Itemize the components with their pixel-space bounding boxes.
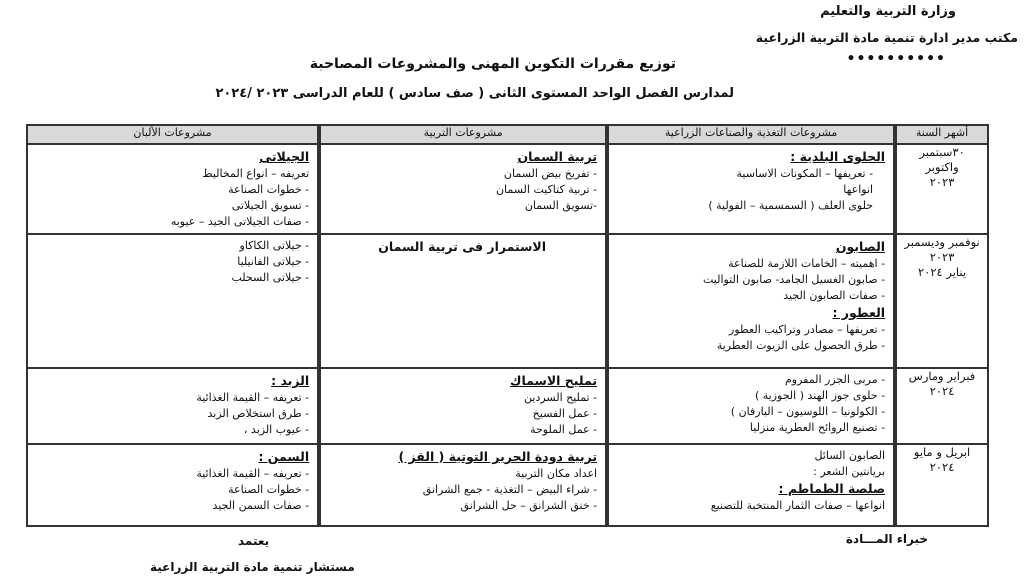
- line-item: - الكولونيا – اللوسيون – البارفان ): [730, 405, 886, 418]
- line-item: الصابون السائل: [814, 449, 886, 462]
- section-heading: تربية دودة الحرير التوتية ( القز ): [398, 449, 598, 464]
- line-item: -تسويق السمان: [524, 199, 598, 212]
- dairy-cell: [27, 444, 318, 526]
- food-cell: [608, 368, 894, 444]
- table-row: [27, 444, 988, 526]
- line-item: - صابون الغسيل الجامد- صابون التواليت: [702, 273, 886, 286]
- line-item: - خطوات الصناعة: [228, 183, 310, 196]
- month-line: ٢٠٢٣: [929, 175, 955, 189]
- header-education-projects: مشروعات التربية: [320, 125, 606, 144]
- line-item: - تعريفها – المكونات الاساسية: [736, 167, 874, 180]
- month-line: ابريل و مايو: [913, 445, 971, 459]
- month-cell: [896, 368, 988, 444]
- month-line: واكتوبر: [925, 160, 959, 174]
- education-cell: [320, 144, 606, 234]
- line-item: - جيلاتى الفانيليا: [237, 255, 310, 268]
- line-item: - مربى الجزر المفروم: [784, 373, 886, 386]
- education-cell: [320, 444, 606, 526]
- approval-label: يعتمد: [238, 534, 270, 548]
- line-item: - صفات الجيلاتى الجيد – عيوبه: [170, 215, 310, 228]
- month-line: يناير ٢٠٢٤: [917, 265, 967, 279]
- line-item: - تعريفه – القيمة الغذائية: [196, 391, 310, 404]
- table-row: [27, 234, 988, 368]
- table-header-row: [27, 125, 988, 144]
- line-item: - تفريخ بيض السمان: [503, 167, 598, 180]
- office-title: مكتب مدير ادارة تنمية مادة التربية الزراعية: [755, 30, 1018, 45]
- month-line: ٢٠٢٣: [929, 250, 955, 264]
- section-heading: تربية السمان: [517, 149, 598, 164]
- line-item: - خنق الشرانق – حل الشرانق: [460, 499, 598, 512]
- subject-experts-label: خبراء المـــادة: [845, 532, 928, 546]
- line-item: - تعريفه – القيمة الغذائية: [196, 467, 310, 480]
- section-heading: العطور :: [832, 305, 886, 320]
- section-heading: تمليح الاسماك: [510, 373, 598, 388]
- line-item: انواعها – صفات الثمار المنتخبة للتصنيع: [710, 499, 886, 512]
- dairy-cell: [27, 144, 318, 234]
- line-item: - عمل الملوحة: [530, 423, 598, 436]
- food-cell: [608, 144, 894, 234]
- month-cell: [896, 444, 988, 526]
- line-item: بريانتين الشعر :: [813, 465, 886, 478]
- line-item: - خطوات الصناعة: [228, 483, 310, 496]
- line-item: الاستمرار فى تربية السمان: [378, 239, 547, 254]
- line-item: - حلوى جوز الهند ( الجوزية ): [754, 389, 886, 402]
- header-month: أشهر السنة: [896, 125, 988, 144]
- line-item: اعداد مكان التربية: [515, 467, 598, 480]
- line-item: - تربية كتاكيت السمان: [495, 183, 598, 196]
- table-row: [27, 368, 988, 444]
- line-item: - طرق استخلاص الزبد: [207, 407, 310, 420]
- food-cell: [608, 444, 894, 526]
- line-item: - شراء البيض – التغذية - جمع الشرانق: [422, 483, 598, 496]
- section-heading: السمن :: [258, 449, 310, 464]
- document-title: توزيع مقررات التكوين المهنى والمشروعات المصاحبة: [309, 56, 676, 72]
- table-row: [27, 144, 988, 234]
- month-cell: [896, 144, 988, 234]
- dairy-cell: [27, 234, 318, 368]
- section-heading: الجيلاتى: [259, 149, 310, 164]
- dairy-cell: [27, 368, 318, 444]
- advisor-label: مستشار تنمية مادة التربية الزراعية: [150, 560, 355, 574]
- dotted-placeholder: ••••••••••: [846, 51, 946, 67]
- header-food-projects: مشروعات التغذية والصناعات الزراعية: [608, 125, 894, 144]
- line-item: - تسويق الجيلاتى: [231, 199, 310, 212]
- line-item: - عمل الفسيخ: [532, 407, 598, 420]
- month-cell: [896, 234, 988, 368]
- curriculum-table: [26, 124, 989, 527]
- line-item: حلوى العلف ( السمسمية – الفولية ): [708, 199, 874, 212]
- month-line: ٢٠٢٤: [929, 460, 955, 474]
- line-item: - اهميته – الخامات اللازمة للصناعة: [728, 257, 886, 270]
- section-heading: الصابون: [835, 239, 886, 254]
- education-cell: [320, 368, 606, 444]
- line-item: - تصنيع الروائح العطرية منزليا: [749, 421, 886, 434]
- section-heading: صلصة الطماطم :: [778, 481, 886, 496]
- line-item: انواعها: [843, 183, 874, 196]
- line-item: - صفات السمن الجيد: [212, 499, 310, 512]
- ministry-title: وزارة التربية والتعليم: [820, 4, 956, 19]
- month-line: نوفمبر وديسمبر: [904, 235, 980, 249]
- line-item: - جيلاتى السحلب: [231, 271, 310, 284]
- month-line: ٢٠٢٤: [929, 384, 955, 398]
- document-subtitle: لمدارس الفصل الواحد المستوى الثانى ( صف سادس ) للعام الدراسى ٢٠٢٣ /٢٠٢٤: [215, 86, 734, 101]
- month-line: فبراير ومارس: [908, 369, 976, 383]
- line-item: - تعريفها – مصادر وتراكيب العطور: [729, 323, 886, 336]
- line-item: - جيلاتى الكاكاو: [239, 239, 310, 252]
- header-dairy-projects: مشروعات الألبان: [27, 125, 318, 144]
- month-line: ٣٠سبتمبر: [919, 145, 965, 159]
- line-item: - صفات الصابون الجيد: [783, 289, 886, 302]
- section-heading: الزبد :: [271, 373, 310, 388]
- education-cell: [320, 234, 606, 368]
- line-item: - طرق الحصول على الزيوت العطرية: [716, 339, 886, 352]
- food-cell: [608, 234, 894, 368]
- line-item: - تمليح السردين: [524, 391, 598, 404]
- line-item: تعريفه – انواع المخاليط: [202, 167, 310, 180]
- section-heading: الحلوى البلدية :: [790, 149, 886, 164]
- line-item: - عيوب الزبد ،: [243, 423, 310, 436]
